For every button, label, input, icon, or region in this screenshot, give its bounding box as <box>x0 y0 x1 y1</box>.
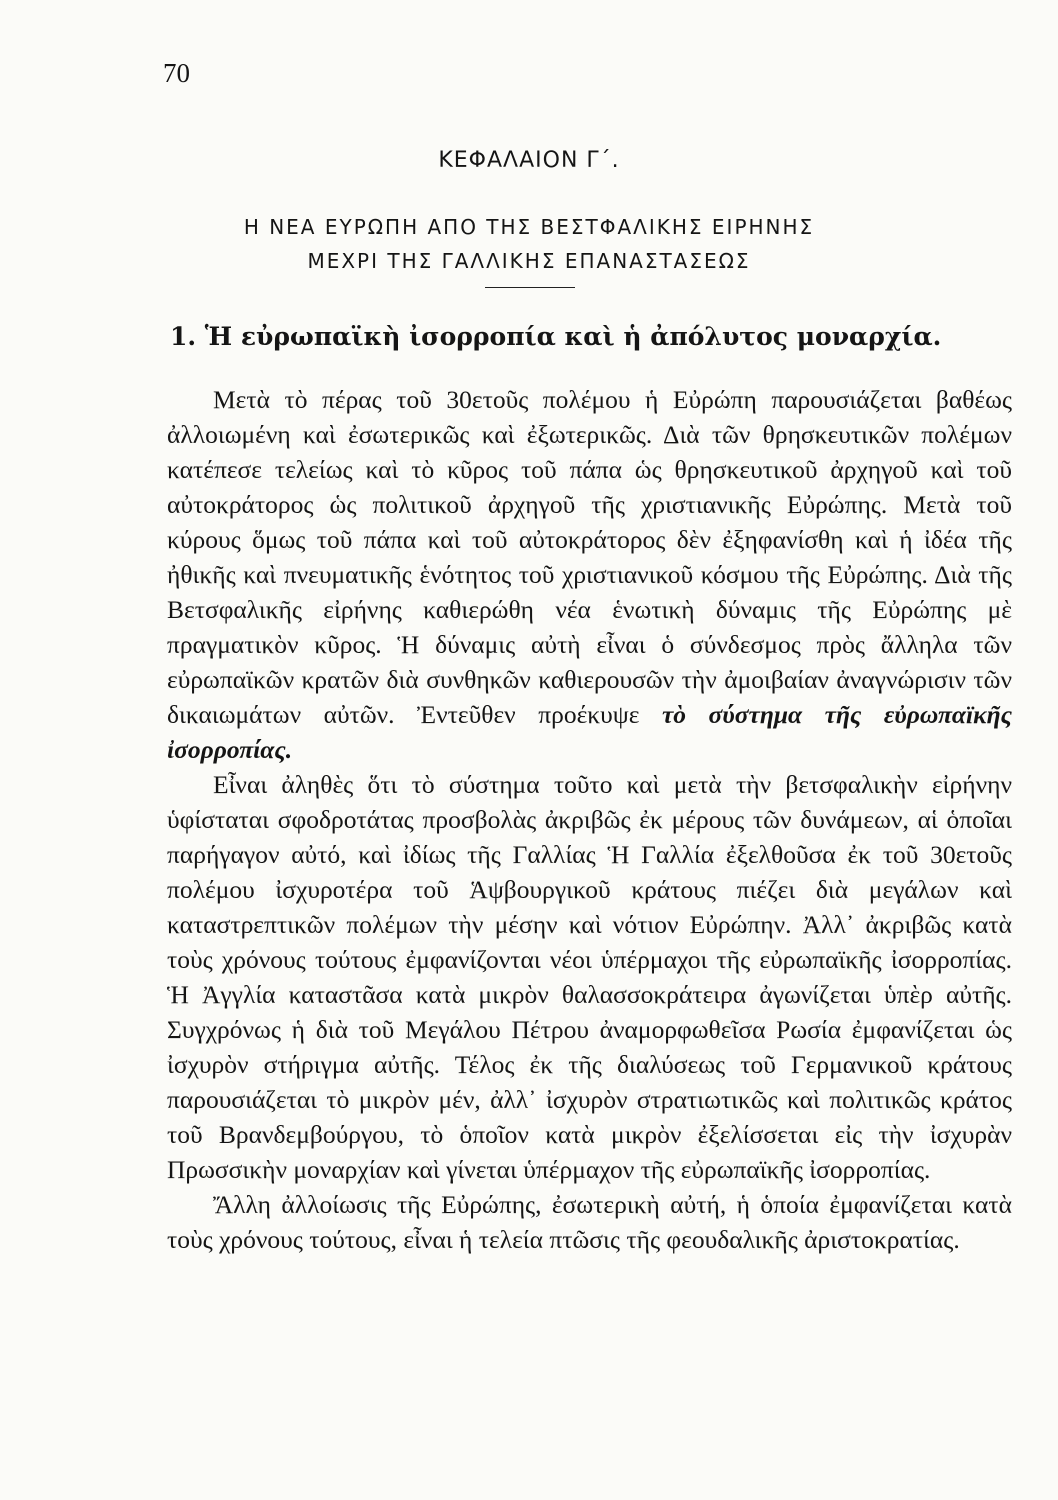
paragraph-1 <box>167 382 1012 767</box>
paragraph-3 <box>167 1187 1012 1257</box>
chapter-heading: ΚΕΦΑΛΑΙΟΝ Γ΄. <box>438 148 620 173</box>
body-text <box>167 382 1012 1257</box>
page-number: 70 <box>163 58 190 88</box>
paragraph-1-emphasis: τὸ σύστημα τῆς εὐρωπαϊκῆς ἰσορροπίας. <box>167 700 1012 764</box>
paragraph-2 <box>167 767 1012 1187</box>
section-heading: 1. Ἡ εὐρωπαϊκὴ ἰσορροπία καὶ ἡ ἀπόλυτος μοναρχία. <box>170 322 942 351</box>
chapter-title-line-1: Η ΝΕΑ ΕΥΡΩΠΗ ΑΠΟ ΤΗΣ ΒΕΣΤΦΑΛΙΚΗΣ ΕΙΡΗΝΗΣ <box>243 215 815 239</box>
paragraph-2-text: Εἶναι ἀληθὲς ὅτι τὸ σύστημα τοῦτο καὶ μετὰ τὴν βετσφαλικὴν εἰρήνην ὑφίσταται σφοδροτάτας προσβολὰς ἀκριβῶς ἐκ μέρους τῶν δυνάμεων, αἱ ὁποῖαι παρήγαγον αὐτό, καὶ ἰδίως τῆς Γαλλίας Ἡ Γαλλία ἐξελθοῦσα ἐκ τοῦ 30ετοῦς πολέμου ἰσχυροτέρα τοῦ Ἁψβουργικοῦ κράτους πιέζει διὰ μεγάλων καὶ καταστρεπτικῶν πολέμων τὴν μέσην καὶ νότιον Εὐρώπην. Ἀλλ᾽ ἀκριβῶς κατὰ τοὺς χρόνους τούτους ἐμφανίζονται νέοι ὑπέρμαχοι τῆς εὐρωπαϊκῆς ἰσορροπίας. Ἡ Ἀγγλία καταστᾶσα κατὰ μικρὸν θαλασσοκράτειρα ἀγωνίζεται ὑπὲρ αὐτῆς. Συγχρόνως ἡ διὰ τοῦ Μεγάλου Πέτρου ἀναμορφωθεῖσα Ρωσία ἐμφανίζεται ὡς ἰσχυρὸν στήριγμα αὐτῆς. Τέλος ἐκ τῆς διαλύσεως τοῦ Γερμανικοῦ κράτους παρουσιάζεται τὸ μικρὸν μέν, ἀλλ᾽ ἰσχυρὸν στρατιωτικῶς καὶ πολιτικῶς κράτος τοῦ Βρανδεμβούργου, τὸ ὁποῖον κατὰ μικρὸν ἐξελίσσεται εἰς τὴν ἰσχυρὰν Πρωσσικὴν μοναρχίαν καὶ γίνεται ὑπέρμαχον τῆς εὐρωπαϊκῆς ἰσορροπίας. <box>167 770 1012 1184</box>
title-divider <box>485 287 575 288</box>
paragraph-3-text: Ἄλλη ἀλλοίωσις τῆς Εὐρώπης, ἐσωτερικὴ αὐτή, ἡ ὁποία ἐμφανίζεται κατὰ τοὺς χρόνους τούτους, εἶναι ἡ τελεία πτῶσις τῆς φεουδαλικῆς ἀριστοκρατίας. <box>167 1190 1012 1254</box>
chapter-title-line-2: ΜΕΧΡΙ ΤΗΣ ΓΑΛΛΙΚΗΣ ΕΠΑΝΑΣΤΑΣΕΩΣ <box>307 249 751 273</box>
chapter-title <box>0 210 1058 278</box>
paragraph-1-text: Μετὰ τὸ πέρας τοῦ 30ετοῦς πολέμου ἡ Εὐρώπη παρουσιάζεται βαθέως ἀλλοιωμένη καὶ ἐσωτερικῶς καὶ ἐξωτερικῶς. Διὰ τῶν θρησκευτικῶν πολέμων κατέπεσε τελείως καὶ τὸ κῦρος τοῦ πάπα ὡς θρησκευτικοῦ ἀρχηγοῦ καὶ τοῦ αὐτοκράτορος ὡς πολιτικοῦ ἀρχηγοῦ τῆς χριστιανικῆς Εὐρώπης. Μετὰ τοῦ κύρους ὅμως τοῦ πάπα καὶ τοῦ αὐτοκράτορος δὲν ἐξηφανίσθη καὶ ἡ ἰδέα τῆς ἠθικῆς καὶ πνευματικῆς ἑνότητος τοῦ χριστιανικοῦ κόσμου τῆς Εὐρώπης. Διὰ τῆς Βετσφαλικῆς εἰρήνης καθιερώθη νέα ἑνωτικὴ δύναμις τῆς Εὐρώπης μὲ πραγματικὸν κῦρος. Ἡ δύναμις αὐτὴ εἶναι ὁ σύνδεσμος πρὸς ἄλληλα τῶν εὐρωπαϊκῶν κρατῶν διὰ συνθηκῶν καθιερουσῶν τὴν ἀμοιβαίαν ἀναγνώρισιν τῶν δικαιωμάτων αὐτῶν. Ἐντεῦθεν προέκυψε <box>167 385 1012 729</box>
